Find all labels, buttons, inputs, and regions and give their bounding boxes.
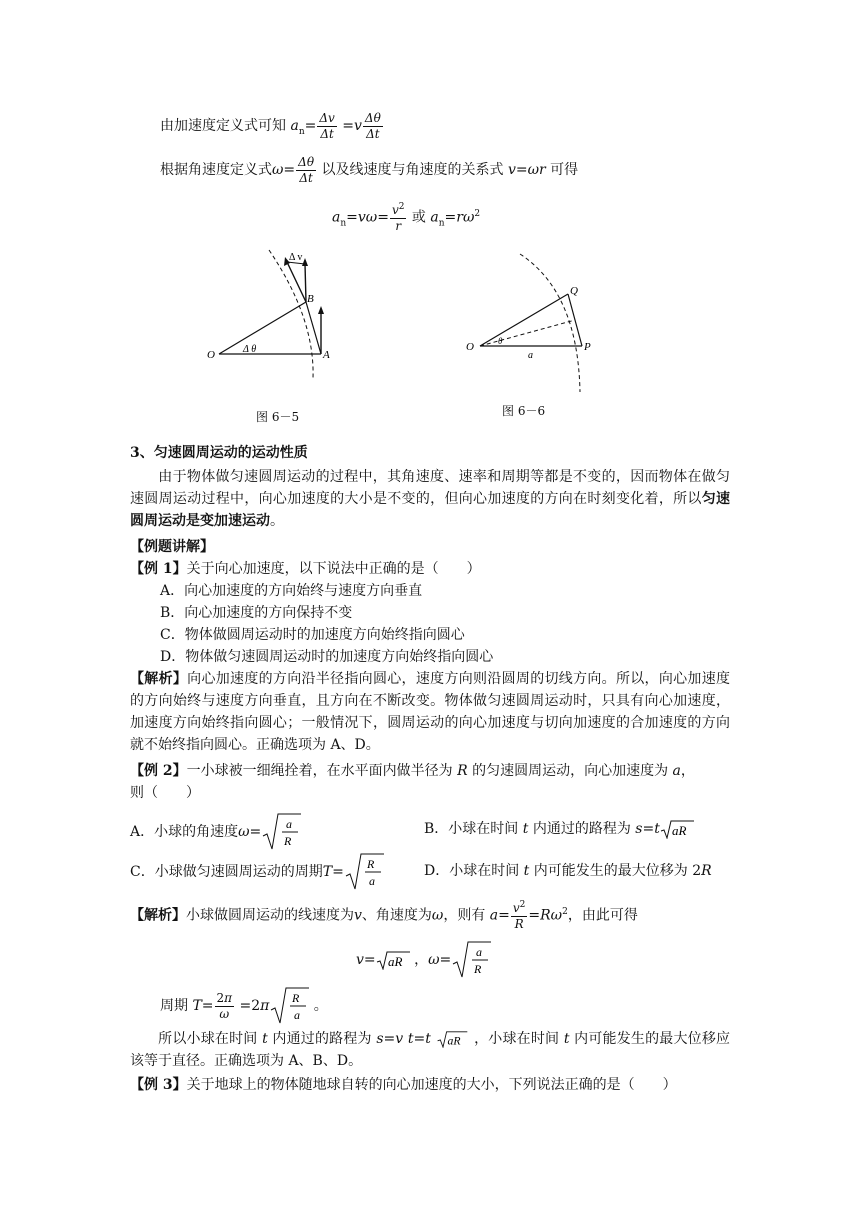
figure-6-6-caption: 图 6－6 xyxy=(502,404,546,418)
option-text: A．小球的角速度 xyxy=(130,824,239,840)
figure-6-6 xyxy=(460,252,600,394)
sqrt-a-over-R xyxy=(451,940,491,980)
label-P: P xyxy=(584,341,591,353)
label-Q: Q xyxy=(570,285,578,297)
conclusion-text: 所以小球在时间 xyxy=(158,1031,258,1047)
analysis-text: 小球做圆周运动的线速度为 xyxy=(186,907,354,924)
label-theta: Δ θ xyxy=(243,344,257,355)
svg-text:aR: aR xyxy=(447,1034,461,1048)
example-1-option-d: D．物体做匀速圆周运动时的加速度方向始终指向圆心 xyxy=(160,649,494,665)
derivation-line-1: 由加速度定义式可知 $a_n=$ $\frac{\Delta v}{\Delta t}$ =v $\frac{\Delta\theta}{\Delta t}$ xyxy=(160,111,381,141)
option-text: 内可能发生的最大位移为 2 xyxy=(533,863,702,879)
example-question-text: 关于向心加速度，以下说法中正确的是（ ） xyxy=(186,561,481,577)
section-heading: 3、匀速圆周运动的运动性质 xyxy=(130,445,308,461)
example-1-analysis xyxy=(130,668,730,756)
svg-text:aR: aR xyxy=(387,954,403,969)
fraction-2pi-omega: $\frac{2\pi}{\omega}$ xyxy=(216,990,233,1021)
example-1-question xyxy=(130,558,730,580)
section-body-end: 。 xyxy=(270,513,284,529)
option-text: D．小球在时间 xyxy=(424,863,520,879)
label-delta-v: Δ v xyxy=(289,252,303,263)
analysis-text: 、角速度为 xyxy=(361,907,432,924)
fraction-v2-r: $\frac{v^2}{r}$ xyxy=(391,202,405,233)
option-text: 内通过的路程为 xyxy=(532,821,631,837)
sqrt-R-over-a xyxy=(344,852,384,892)
svg-text:R: R xyxy=(366,857,375,871)
example-2-period: 周期 T= $\frac{2\pi}{\omega}$ =2π R a 。 xyxy=(160,986,328,1026)
label-B: B xyxy=(307,293,314,305)
svg-text:a: a xyxy=(294,1008,301,1022)
example-2-conclusion: 所以小球在时间 t 内通过的路程为 s=v t=t aR ，小球在时间 t 内可能发生的最大位移应该等于直径。正确选项为 A、B、D。 xyxy=(130,1031,731,1069)
example-2-option-d: D．小球在时间 t 内可能发生的最大位移为 2R xyxy=(424,863,712,879)
figure-6-5-caption: 图 6－5 xyxy=(256,410,300,424)
example-tag: 【例 1】 xyxy=(130,561,187,577)
section-body xyxy=(130,466,730,532)
sqrt-aR xyxy=(376,950,410,970)
question-text: 的匀速圆周运动，向心加速度为 xyxy=(472,763,669,779)
conclusion-text: ，小球在时间 xyxy=(474,1031,560,1047)
analysis-tag: 【解析】 xyxy=(130,671,188,687)
sqrt-aR xyxy=(435,1030,469,1048)
label-A: A xyxy=(323,349,330,361)
example-1-option-c: C．物体做圆周运动时的加速度方向始终指向圆心 xyxy=(160,627,465,643)
fraction-dtheta-dt-2: $\frac{\Delta\theta}{\Delta t}$ xyxy=(298,155,315,185)
example-2-analysis: 【解析】小球做圆周运动的线速度为v、角速度为ω，则有 a= $\frac{v^2}{R}$ $=R\omega^2$，由此可得 xyxy=(130,900,638,931)
option-text: C．小球做匀速圆周运动的周期 xyxy=(130,864,323,880)
derivation-text: 以及线速度与角速度的关系式 xyxy=(321,162,504,179)
svg-text:R: R xyxy=(284,834,292,848)
sqrt-a-over-R xyxy=(261,812,301,852)
label-O: O xyxy=(466,341,474,353)
derivation-text: 可得 xyxy=(550,162,579,179)
or-text: 或 xyxy=(411,209,426,226)
period-label: 周期 xyxy=(160,998,188,1014)
figure-6-5 xyxy=(195,248,345,380)
derivation-text: 根据角速度定义式 xyxy=(160,162,272,179)
example-2-option-b: B．小球在时间 t 内通过的路程为 s=t aR xyxy=(424,818,694,840)
svg-text:a: a xyxy=(476,945,483,959)
example-2-option-a: A．小球的角速度ω= a R xyxy=(130,812,301,852)
example-2-result: v= aR ，ω= a R xyxy=(356,940,491,980)
analysis-text: 向心加速度的方向沿半径指向圆心，速度方向则沿圆周的切线方向。所以，向心加速度的方向始终与速度方向垂直，且方向在不断改变。物体做匀速圆周运动时，只具有向心加速度，加速度方向始终指向圆心；一般情况下，圆周运动的向心加速度与切向加速度的合加速度的方向就不始终指向圆心。正确选项为 A、D。 xyxy=(130,671,730,753)
analysis-tag: 【解析】 xyxy=(130,907,186,924)
section-body-bold: 匀速圆周运动是变加速运动 xyxy=(130,491,731,529)
label-a: a xyxy=(528,350,533,361)
example-2-option-c: C．小球做匀速圆周运动的周期T= R a xyxy=(130,852,384,892)
sqrt-R-over-a xyxy=(269,986,309,1026)
example-1-option-b: B．向心加速度的方向保持不变 xyxy=(160,605,353,621)
derivation-result: $a_n=v\omega=$ $\frac{v^2}{r}$ 或 $a_n=r\omega^2$ xyxy=(332,202,481,233)
question-text: ， xyxy=(680,763,695,779)
label-theta: θ xyxy=(498,336,503,346)
derivation-line-2: 根据角速度定义式ω= $\frac{\Delta\theta}{\Delta t}$ 以及线速度与角速度的关系式 v=ωr 可得 xyxy=(160,155,579,185)
analysis-text: ，则有 xyxy=(443,907,486,924)
example-2-question: 【例 2】一小球被一细绳拴着，在水平面内做半径为 R 的匀速圆周运动，向心加速度为 a， 则（ ） xyxy=(130,763,695,801)
question-text: 一小球被一细绳拴着，在水平面内做半径为 xyxy=(186,763,453,779)
examples-heading: 【例题讲解】 xyxy=(130,539,214,555)
svg-text:a: a xyxy=(368,874,375,888)
option-text: B．小球在时间 xyxy=(424,821,519,837)
fraction-dv-dt: $\frac{\Delta v}{\Delta t}$ xyxy=(319,111,335,141)
example-1-option-a: A．向心加速度的方向始终与速度方向垂直 xyxy=(160,583,423,599)
conclusion-text: 内可能发生的最大位移应该等于直径。正确选项为 A、B、D。 xyxy=(130,1031,731,1069)
formula-an: a xyxy=(290,118,299,135)
conclusion-text: 内通过的路程为 xyxy=(272,1031,372,1047)
sqrt-aR xyxy=(660,819,694,839)
svg-text:R: R xyxy=(292,991,300,1005)
fraction-dtheta-dt: $\frac{\Delta\theta}{\Delta t}$ xyxy=(364,111,381,141)
example-tag: 【例 3】 xyxy=(130,1077,187,1093)
label-O: O xyxy=(207,349,215,361)
svg-text:a: a xyxy=(286,817,293,831)
fraction-v2-R: $\frac{v^2}{R}$ xyxy=(512,900,526,931)
question-text: 则（ ） xyxy=(130,785,200,801)
svg-text:R: R xyxy=(474,962,482,976)
example-tag: 【例 2】 xyxy=(130,763,187,779)
svg-text:aR: aR xyxy=(671,823,687,838)
example-question-text: 关于地球上的物体随地球自转的向心加速度的大小，下列说法正确的是（ ） xyxy=(186,1077,677,1093)
example-3-question xyxy=(130,1074,730,1096)
section-body-text: 由于物体做匀速圆周运动的过程中，其角速度、速率和周期等都是不变的，因而物体在做匀速圆周运动过程中，向心加速度的大小是不变的，但向心加速度的方向在时刻变化着，所以 xyxy=(130,469,730,507)
analysis-text: ，由此可得 xyxy=(567,907,638,924)
derivation-text: 由加速度定义式可知 xyxy=(160,118,286,135)
